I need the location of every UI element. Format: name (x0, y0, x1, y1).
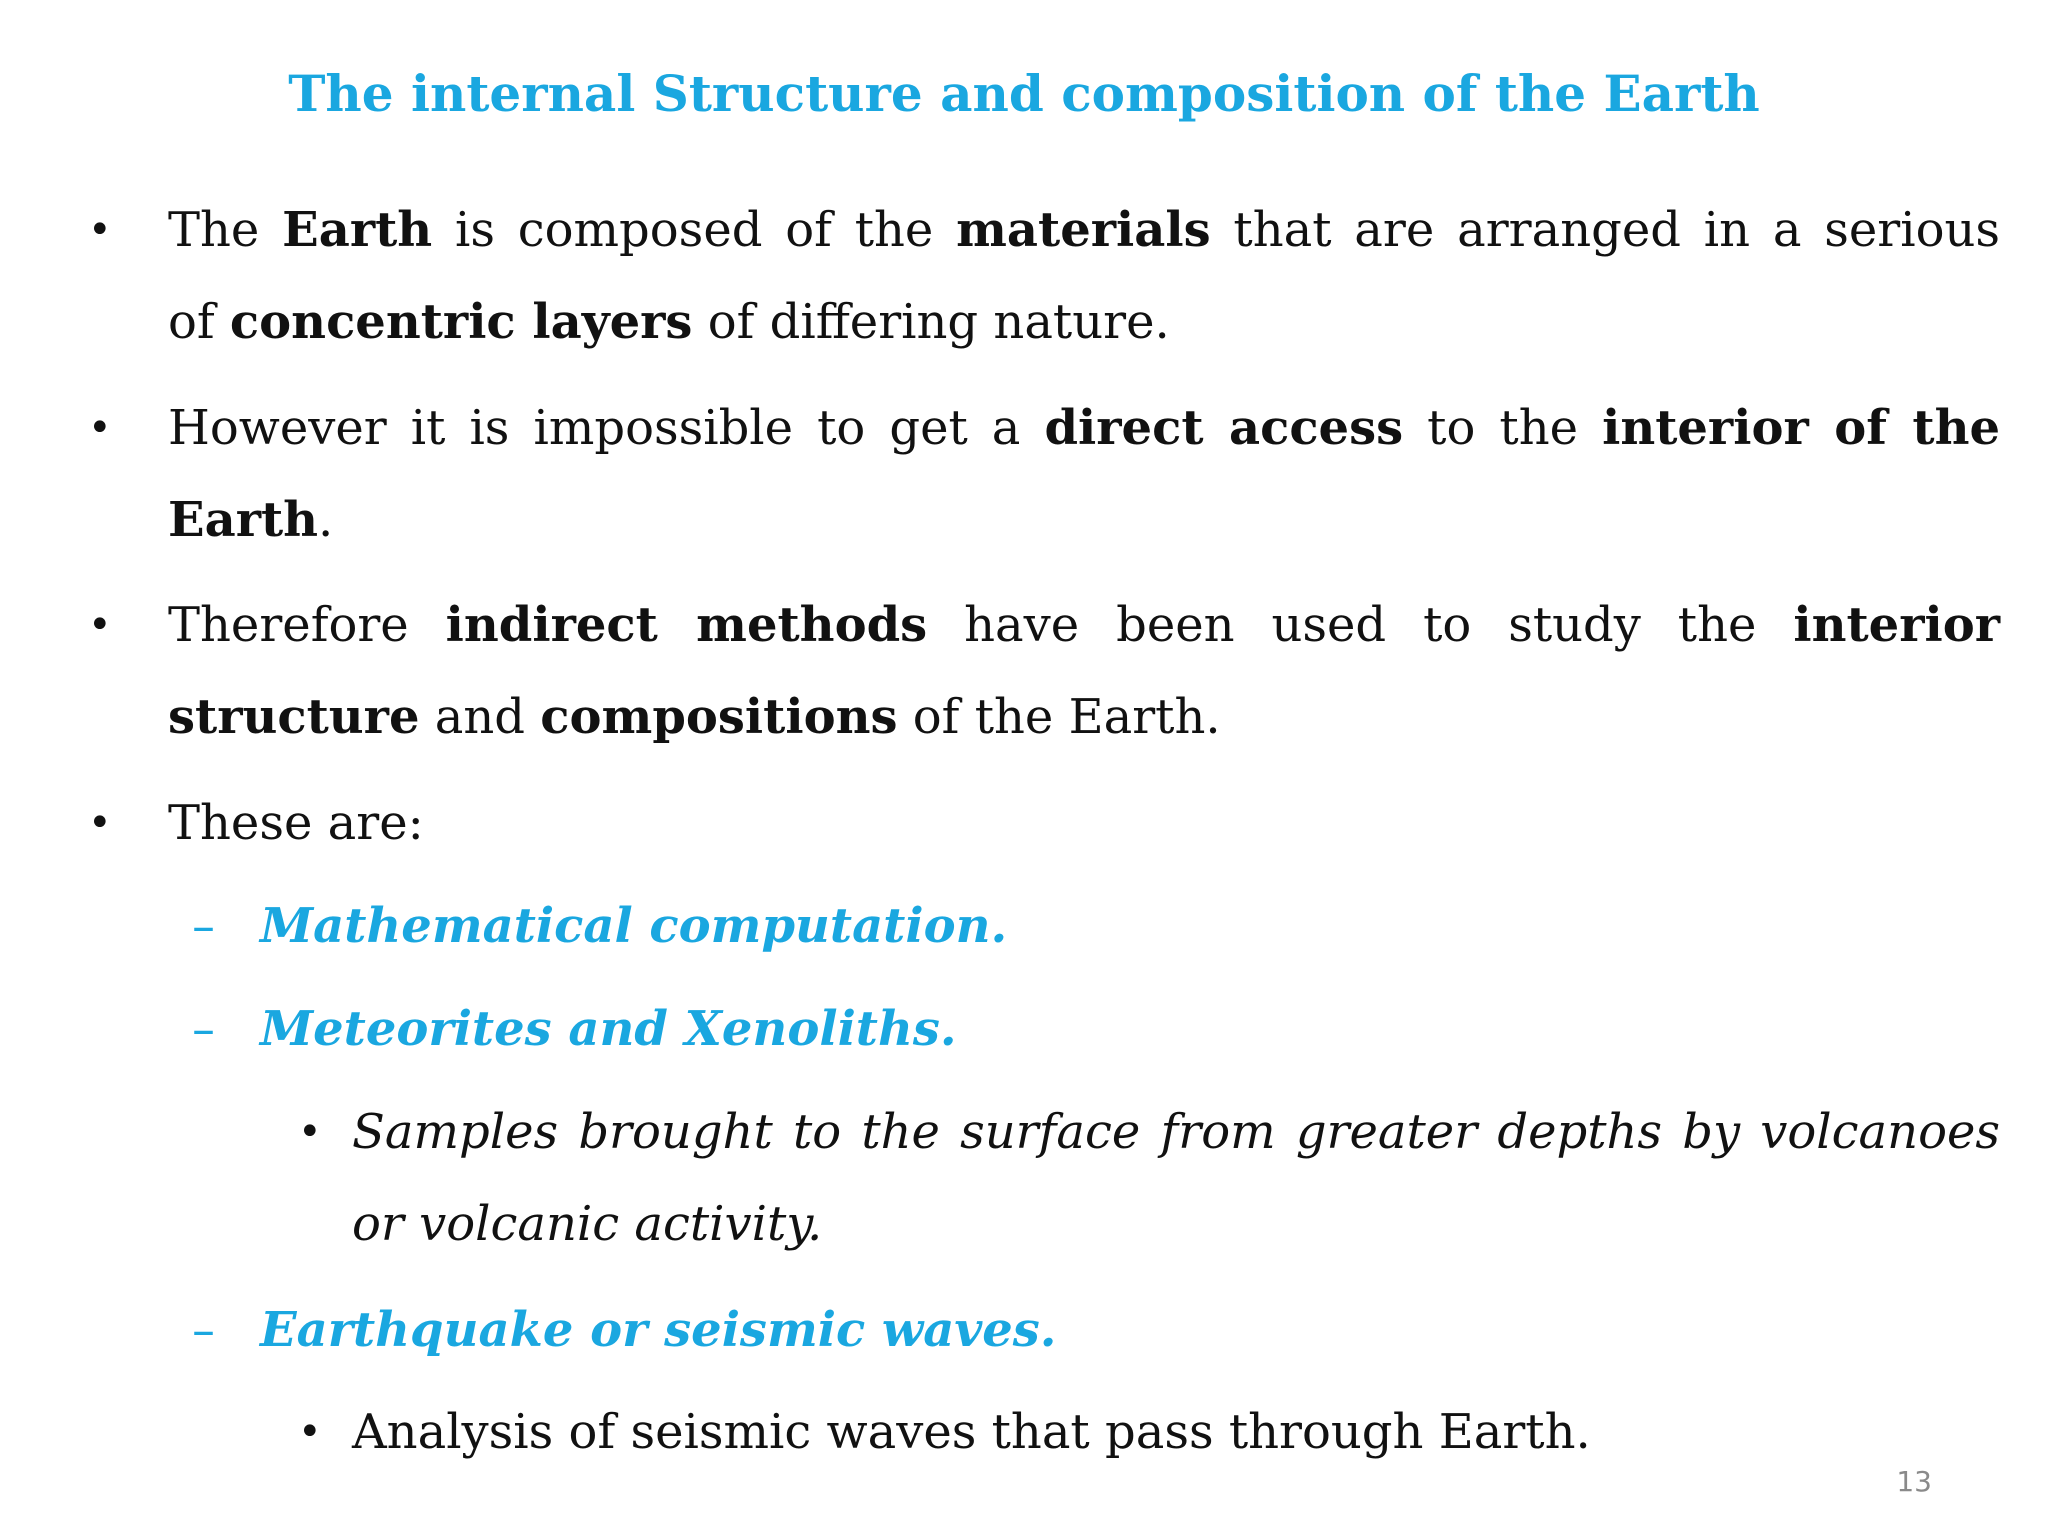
emphasis-indirect-methods: indirect methods (445, 597, 928, 653)
text-run: is composed of the (432, 202, 957, 258)
emphasis-earth: Earth (168, 492, 319, 548)
bullet-1-line-2 (168, 292, 1170, 352)
text-run: . (318, 492, 334, 548)
text-run: that are arranged in a serious (1210, 202, 2001, 258)
page-number: 13 (1896, 1465, 1932, 1498)
bullet-1-line-1 (168, 200, 2000, 260)
method-2-detail-line-1: Samples brought to the surface from greater depths by volcanoes (352, 1104, 2000, 1160)
text-run: The (168, 202, 283, 258)
text-run: to the (1403, 400, 1603, 456)
bullet-icon: • (88, 602, 112, 648)
emphasis-compositions: compositions (540, 689, 898, 745)
emphasis-concentric-layers: concentric layers (229, 294, 693, 350)
emphasis-interior-of-the: interior of the (1602, 400, 2001, 456)
bullet-3-line-2 (168, 687, 1221, 747)
emphasis-interior: interior (1793, 597, 2001, 653)
dash-icon: – (192, 1002, 215, 1056)
method-earthquake-seismic-waves: Earthquake or seismic waves. (260, 1302, 1057, 1358)
text-run: These are: (168, 795, 424, 851)
bullet-2-line-1 (168, 398, 2000, 458)
text-run: have been used to study the (927, 597, 1794, 653)
text-run: of the Earth. (897, 689, 1221, 745)
text-run: and (419, 689, 541, 745)
method-2-detail-line-2: or volcanic activity. (352, 1196, 823, 1252)
bullet-2-line-2 (168, 490, 333, 550)
bullet-icon: • (88, 207, 112, 253)
slide-title: The internal Structure and composition of the Earth (288, 64, 1760, 123)
method-3-detail-line-1: Analysis of seismic waves that pass through Earth. (352, 1404, 1591, 1460)
bullet-icon: • (88, 405, 112, 451)
dash-icon: – (192, 1303, 215, 1357)
emphasis-structure: structure (168, 689, 420, 745)
text-run: of differing nature. (692, 294, 1170, 350)
method-mathematical-computation: Mathematical computation. (260, 898, 1008, 954)
bullet-4-line-1 (168, 793, 424, 853)
bullet-3-line-1 (168, 595, 2000, 655)
emphasis-materials: materials (956, 202, 1211, 258)
dash-icon: – (192, 899, 215, 953)
emphasis-direct-access: direct access (1044, 400, 1404, 456)
text-run: of (168, 294, 230, 350)
text-run: Therefore (168, 597, 446, 653)
bullet-icon: • (298, 1109, 322, 1155)
method-meteorites-xenoliths: Meteorites and Xenoliths. (260, 1001, 957, 1057)
bullet-icon: • (88, 800, 112, 846)
bullet-icon: • (298, 1409, 322, 1455)
emphasis-earth: Earth (282, 202, 433, 258)
text-run: However it is impossible to get a (168, 400, 1045, 456)
